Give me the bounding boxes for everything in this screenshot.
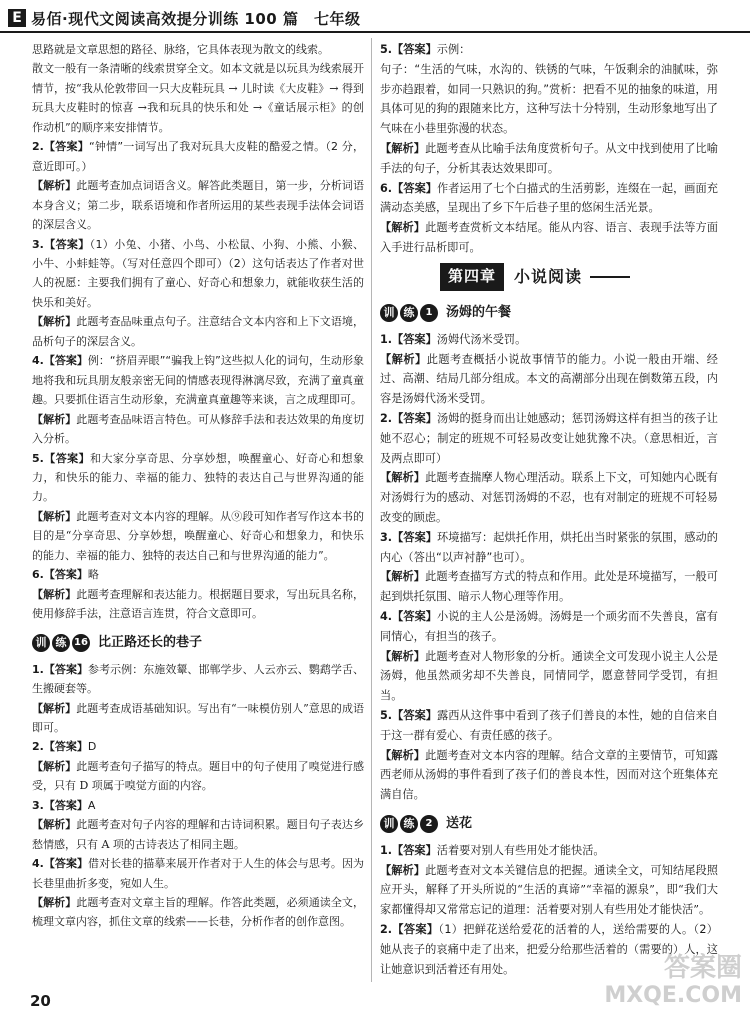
lesson-title: 送花 (446, 815, 473, 831)
analysis-paragraph (32, 585, 364, 624)
lesson-number-badge: 2 (420, 815, 438, 833)
analysis-label: 【解析】 (32, 701, 77, 715)
analysis-paragraph (32, 507, 364, 565)
answer-paragraph (32, 565, 364, 584)
answer-label: 2.【答案】 (32, 140, 89, 154)
answer-label: 5.【答案】 (380, 43, 437, 56)
answer-paragraph (32, 449, 364, 507)
lesson-label-badge: 练 (400, 815, 418, 833)
answer-label: 2.【答案】 (32, 740, 88, 754)
analysis-label: 【解析】 (380, 471, 426, 485)
paragraph-text: 此题考查品味语言特色。可从修辞手法和表达效果的角度切入分析。 (32, 412, 365, 446)
analysis-paragraph (32, 815, 364, 854)
column-divider (371, 38, 372, 982)
analysis-label: 【解析】 (32, 587, 77, 601)
answer-paragraph (32, 137, 364, 176)
analysis-label: 【解析】 (380, 649, 426, 663)
answer-label: 1.【答案】 (32, 662, 89, 676)
page-number: 20 (30, 992, 51, 1010)
header-rule (0, 31, 750, 33)
answer-paragraph (380, 841, 718, 861)
answer-paragraph (380, 40, 718, 60)
answer-label: 5.【答案】 (32, 451, 91, 465)
lesson-label-badge: 练 (400, 304, 418, 322)
answer-label: 6.【答案】 (380, 181, 438, 195)
answer-paragraph (32, 235, 364, 313)
analysis-label: 【解析】 (32, 179, 77, 193)
paragraph-text: 散文一般有一条清晰的线索贯穿全文。如本文就是以玩具为线索展开情节，按“我从伦敦带回一只大皮鞋玩具 → 儿时读《大皮鞋》→ 得到玩具大皮鞋时的惊喜 →我和玩具的快乐和处 →《童话展示柜》的创作动机”的顺序来安排情节。 (32, 62, 364, 134)
chapter-banner (440, 262, 718, 292)
answer-paragraph (32, 660, 364, 699)
answer-paragraph (380, 528, 718, 568)
answer-paragraph (32, 796, 364, 815)
paragraph-text: 环境描写：起烘托作用，烘托出当时紧张的氛围，感动的内心（答出“以声衬静”也可）。 (380, 530, 718, 564)
watermark (592, 954, 742, 1016)
chapter-number: 第四章 (440, 263, 504, 291)
answer-paragraph (32, 854, 364, 893)
paragraph-text: 示例： (436, 43, 471, 56)
paragraph-text: 例：“挤眉弄眼”“骗我上钩”这些拟人化的词句，生动形象地将我和玩具朋友般亲密无间的情感表现得淋漓尽致，充满了童真童趣。只要抓住语言生动形象，充满童真童趣等来谈，言之成理即可。 (32, 354, 364, 407)
analysis-paragraph (380, 746, 718, 805)
answer-paragraph (380, 330, 718, 350)
lesson-title: 汤姆的午餐 (446, 304, 512, 320)
answer-label: 1.【答案】 (380, 843, 437, 857)
answer-paragraph (32, 737, 364, 756)
lesson-label-badge: 训 (380, 304, 398, 322)
answer-paragraph (380, 179, 718, 219)
paragraph-text: 此题考查赏析文本结尾。能从内容、语言、表现手法等方面入手进行品析即可。 (380, 221, 718, 254)
analysis-paragraph (380, 647, 718, 706)
analysis-label: 【解析】 (32, 509, 77, 523)
answer-label: 4.【答案】 (380, 609, 438, 623)
watermark-url: MXQE.COM (604, 983, 742, 1008)
paragraph-text: 此题考查对文本关键信息的把握。通读全文，可知结尾段照应开头，解释了开头所说的“生活的真谛”“幸福的源泉”，即“我们大家都懂得却又常常忘记的道理：活着要对别人有些用处才能快活”。 (380, 863, 718, 917)
paragraph-text: 此题考查对句子内容的理解和古诗词积累。题目句子表达乡愁情感，只有 A 项的古诗表达了相同主题。 (32, 818, 365, 851)
analysis-paragraph (32, 59, 364, 137)
paragraph-text: 小说的主人公是汤姆。汤姆是一个顽劣而不失善良，富有同情心，有担当的孩子。 (380, 609, 718, 643)
header-title: 易佰·现代文阅读高效提分训练 100 篇 七年级 (31, 9, 361, 28)
lesson-label-badge: 训 (380, 815, 398, 833)
paragraph-text: 汤姆的挺身而出让她感动；惩罚汤姆这样有担当的孩子让她不忍心；制定的班规不可轻易改变让她犹豫不决。（意思相近，言及两点即可） (380, 411, 718, 465)
analysis-paragraph (32, 40, 364, 59)
analysis-paragraph (380, 139, 718, 179)
analysis-paragraph (32, 410, 364, 449)
paragraph-text: 此题考查对人物形象的分析。通读全文可发现小说主人公是汤姆，他虽然顽劣却不失善良，同情同学，愿意替同学受罚，有担当。 (380, 649, 718, 703)
lesson-title: 比正路还长的巷子 (98, 634, 203, 650)
watermark-logo: 答案圈 (663, 953, 742, 983)
analysis-paragraph (380, 861, 718, 920)
answer-label: 2.【答案】 (380, 923, 439, 937)
book-logo: E (8, 9, 26, 27)
paragraph-text: 此题考查理解和表达能力。根据题目要求，写出玩具名称，使用修辞手法，注意语言连贯，符合文意即可。 (32, 587, 365, 621)
lesson-number-badge: 1 (420, 304, 438, 322)
analysis-paragraph (32, 757, 364, 796)
paragraph-text: A (87, 798, 96, 812)
analysis-label: 【解析】 (380, 748, 426, 762)
analysis-label: 【解析】 (380, 570, 426, 584)
answer-paragraph (380, 60, 718, 139)
chapter-title: 小说阅读 (514, 266, 583, 286)
answer-label: 6.【答案】 (32, 568, 88, 582)
answer-paragraph (380, 607, 718, 647)
lesson-label-badge: 训 (32, 634, 50, 652)
paragraph-text: 此题考查成语基础知识。写出有“一味模仿别人”意思的成语即可。 (32, 701, 364, 734)
answer-paragraph (32, 351, 364, 409)
paragraph-text: 露西从这件事中看到了孩子们善良的本性，她的自信来自于这一群有爱心、有责任感的孩子。 (380, 708, 718, 742)
analysis-paragraph (380, 567, 718, 607)
analysis-paragraph (380, 218, 718, 258)
left-column (32, 40, 364, 982)
paragraph-text: 和大家分享奇思、分享妙想，唤醒童心、好奇心和想象力，和快乐的能力、幸福的能力、独特的表达自己与世界沟通的能力。 (32, 451, 364, 504)
paragraph-text: 此题考查概括小说故事情节的能力。小说一般由开端、经过、高潮、结局几部分组成。本文的高潮部分出现在倒数第五段，内容是汤姆代汤米受罚。 (380, 352, 718, 406)
answer-label: 5.【答案】 (380, 708, 438, 722)
paragraph-text: 此题考查对文本内容的理解。从⑨段可知作者写作这本书的目的是“分享奇思、分享妙想，唤醒童心、好奇心和想象力，和快乐的能力、幸福的能力、独特的表达自己和与世界沟通的能力”。 (32, 509, 365, 562)
paragraph-text: （1）小兔、小猪、小鸟、小松鼠、小狗、小熊、小猴、小牛、小蚌蛙等。（写对任意四个即可）（2）这句话表达了作者对世人的祝愿：主要我们拥有了童心、好奇心和想象力，就能收获生活的快乐和美好。 (32, 237, 364, 309)
answer-label: 3.【答案】 (32, 237, 90, 251)
analysis-paragraph (32, 312, 364, 351)
paragraph-text: 此题考查加点词语含义。解答此类题目，第一步，分析词语本身含义；第二步，联系语境和作者所运用的某些表现手法体会词语的深层含义。 (32, 179, 365, 232)
paragraph-text: 此题考查揣摩人物心理活动。联系上下文，可知她内心既有对汤姆行为的感动、对惩罚汤姆的不忍，也有对制定的班规不可轻易改变的顾虑。 (380, 471, 718, 524)
analysis-paragraph (32, 893, 364, 932)
lesson-number-badge: 16 (72, 634, 90, 652)
analysis-label: 【解析】 (32, 315, 77, 329)
answer-label: 3.【答案】 (32, 798, 88, 812)
paragraph-text: 作者运用了七个白描式的生活剪影，连缀在一起，画面充满动态美感，呈现出了乡下午后巷子里的悠闲生活光景。 (380, 181, 718, 215)
chapter-rule (590, 276, 630, 278)
analysis-paragraph (380, 468, 718, 527)
analysis-label: 【解析】 (380, 141, 426, 155)
analysis-label: 【解析】 (32, 759, 77, 773)
analysis-label: 【解析】 (380, 863, 426, 877)
analysis-label: 【解析】 (32, 896, 77, 910)
paragraph-text: 此题考查从比喻手法角度赏析句子。从文中找到使用了比喻手法的句子，分析其表达效果即可。 (380, 141, 718, 175)
paragraph-text: 借对长巷的描摹来展开作者对于人生的体会与思考。因为长巷里曲折多变，宛如人生。 (32, 857, 365, 890)
answer-paragraph (380, 706, 718, 746)
paragraph-text: 思路就是文章思想的路径、脉络，它具体表现为散文的线索。 (32, 43, 329, 56)
answer-label: 1.【答案】 (380, 332, 437, 346)
paragraph-text: 活着要对别人有些用处才能快活。 (436, 843, 605, 857)
analysis-label: 【解析】 (32, 412, 77, 426)
answer-label: 2.【答案】 (380, 411, 438, 425)
lesson-heading (380, 300, 718, 326)
analysis-label: 【解析】 (32, 818, 77, 832)
answer-label: 3.【答案】 (380, 530, 438, 544)
paragraph-text: 此题考查品味重点句子。注意结合文本内容和上下文语境，品析句子的深层含义。 (32, 315, 365, 348)
paragraph-text: 略 (87, 568, 99, 582)
paragraph-text: 此题考查对文本内容的理解。结合文章的主要情节，可知露西老师从汤姆的事件看到了孩子们的善良本性，因而对这个班集体充满自信。 (380, 748, 718, 802)
right-column (380, 40, 718, 982)
lesson-heading (380, 811, 718, 837)
paragraph-text: 句子：“生活的气味，水沟的、铁锈的气味，午饭剩余的油腻味，弥步亦趋跟着，如同一只熟识的狗。”赏析：把看不见的抽象的味道，用具体可见的狗的跟随来比方，这种写法十分特别，生动形象地写出了气味在小巷里弥漫的状态。 (380, 62, 718, 136)
analysis-label: 【解析】 (380, 352, 427, 366)
paragraph-text: “钟情”一词写出了我对玩具大皮鞋的酷爱之情。（2 分，意近即可。） (32, 140, 364, 173)
answer-paragraph (380, 409, 718, 468)
page-header (8, 6, 360, 30)
paragraph-text: （1）把鲜花送给爱花的活着的人，送给需要的人。（2）她从丧子的哀痛中走了出来，把爱分给那些活着的（需要的）人，这让她意识到活着还有用处。 (380, 923, 718, 976)
analysis-paragraph (32, 176, 364, 234)
analysis-paragraph (380, 350, 718, 409)
paragraph-text: 此题考查句子描写的特点。题目中的句子使用了嗅觉进行感受，只有 D 项属于嗅觉方面的内容。 (32, 759, 365, 793)
answer-label: 4.【答案】 (32, 857, 89, 871)
paragraph-text: 此题考查描写方式的特点和作用。此处是环境描写，一般可起到烘托氛围、暗示人物心理等作用。 (380, 570, 718, 604)
paragraph-text: 此题考查对文章主旨的理解。作答此类题，必须通读全文，梳理文章内容，抓住文章的线索——长巷，分析作者的创作意图。 (32, 896, 365, 929)
answer-label: 4.【答案】 (32, 354, 88, 368)
paragraph-text: D (87, 740, 97, 754)
lesson-label-badge: 练 (52, 634, 70, 652)
analysis-paragraph (32, 699, 364, 738)
lesson-heading (32, 630, 364, 656)
paragraph-text: 汤姆代汤米受罚。 (436, 332, 527, 346)
analysis-label: 【解析】 (380, 221, 426, 235)
paragraph-text: 参考示例：东施效颦、邯郸学步、人云亦云、鹦鹉学舌、生搬硬套等。 (32, 662, 365, 696)
